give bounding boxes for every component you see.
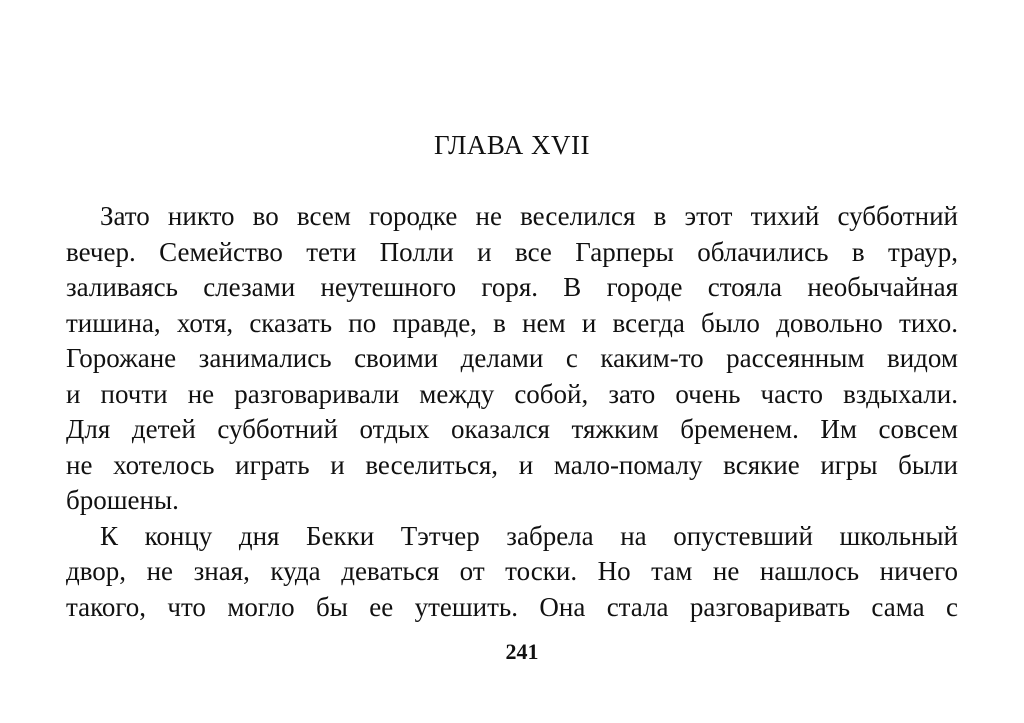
text-line: Для детей субботний отдых оказался тяжким бременем. Им совсем (66, 414, 958, 444)
text-line: вечер. Семейство тети Полли и все Гарперы облачились в траур, (66, 236, 958, 267)
text-line: Горожане занимались своими делами с каким-то рассеянным видом (66, 343, 958, 373)
text-line: и почти не разговаривали между собой, зато очень часто вздыхали. (66, 378, 958, 409)
page-number: 241 (505, 639, 539, 664)
chapter-title: ГЛАВА XVII (434, 130, 590, 160)
paragraph-1 (66, 199, 958, 519)
text-line: брошены. (66, 485, 179, 515)
text-line: двор, не зная, куда деваться от тоски. Но там не нашлось ничего (66, 556, 958, 586)
text-line: К концу дня Бекки Тэтчер забрела на опустевший школьный (100, 520, 958, 551)
text-line: Зато никто во всем городке не веселился в этот тихий субботний (100, 201, 958, 231)
body-text (66, 199, 958, 625)
text-line: такого, что могло бы ее утешить. Она стала разговаривать сама с (66, 591, 958, 622)
paragraph-2 (66, 519, 958, 626)
text-line: не хотелось играть и веселиться, и мало-помалу всякие игры были (66, 449, 958, 480)
text-line: заливаясь слезами неутешного горя. В городе стояла необычайная (66, 272, 958, 302)
text-line: тишина, хотя, сказать по правде, в нем и всегда было довольно тихо. (66, 307, 958, 338)
